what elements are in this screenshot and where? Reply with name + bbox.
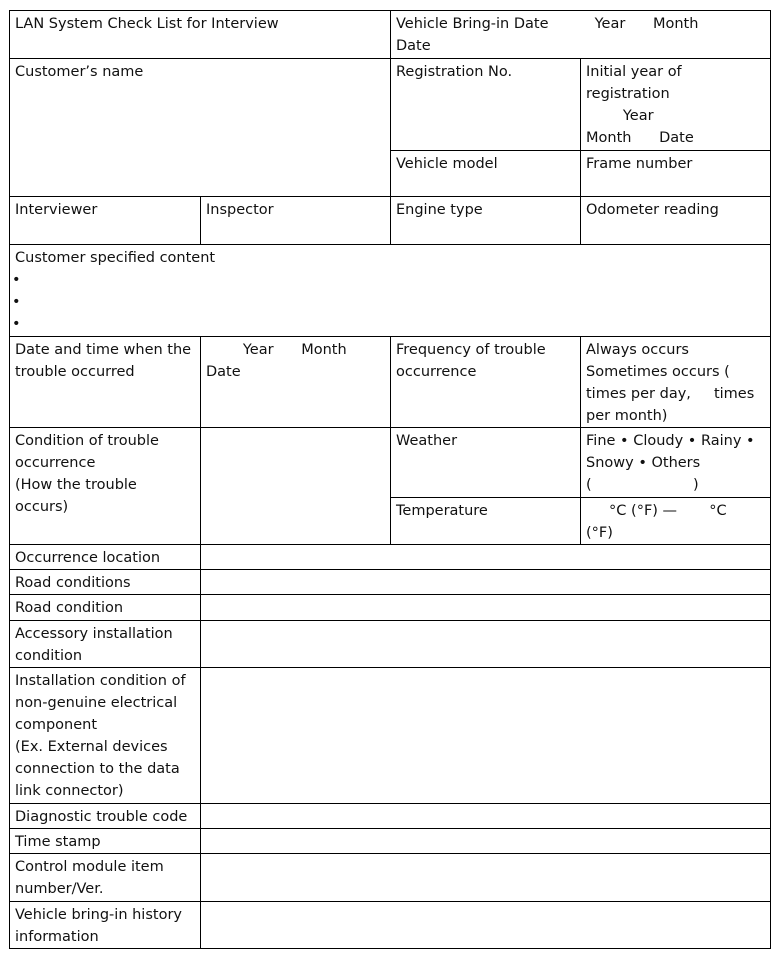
control-module-label [10, 854, 201, 902]
vehicle-model-cell[interactable] [391, 151, 581, 197]
interviewer-label: Interviewer [15, 202, 98, 218]
frequency-label-cell [391, 337, 581, 428]
weather-value: Fine • Cloudy • Rainy • Snowy • Others ( ) [586, 433, 755, 493]
customer-name-cell[interactable] [10, 59, 391, 197]
inspector-label: Inspector [206, 202, 274, 218]
form-title [10, 11, 391, 59]
datetime-label: Date and time when the trouble occurred [15, 342, 192, 380]
content-bullet-1 [15, 269, 766, 291]
frame-number-cell[interactable] [581, 151, 771, 197]
dtc-label [10, 804, 201, 829]
customer-name-label: Customer’s name [15, 64, 144, 80]
bring-in-history-field[interactable] [201, 902, 771, 948]
accessory-label [10, 621, 201, 668]
control-module-field[interactable] [201, 854, 771, 902]
odometer-cell[interactable] [581, 197, 771, 245]
bring-in-history-text: Vehicle bring-in history information [15, 907, 182, 945]
datetime-value-cell[interactable] [201, 337, 391, 428]
customer-content-cell[interactable] [10, 245, 771, 337]
time-stamp-field[interactable] [201, 829, 771, 854]
road-condition-label [10, 595, 201, 621]
accessory-field[interactable] [201, 621, 771, 668]
initial-year-label: Initial year of registration Year Month Date [586, 64, 694, 146]
frequency-value-cell[interactable] [581, 337, 771, 428]
vehicle-model-label: Vehicle model [396, 156, 498, 172]
content-bullet-3 [15, 313, 766, 335]
dtc-text: Diagnostic trouble code [15, 809, 188, 825]
datetime-value: Year Month Date [206, 342, 347, 380]
road-conditions-field[interactable] [201, 570, 771, 595]
engine-type-label: Engine type [396, 202, 483, 218]
form-title-text: LAN System Check List for Interview [15, 16, 279, 32]
bring-in-history-label [10, 902, 201, 948]
control-module-text: Control module item number/Ver. [15, 859, 164, 897]
road-conditions-text: Road conditions [15, 575, 131, 591]
occurrence-location-text: Occurrence location [15, 550, 161, 566]
road-conditions-label [10, 570, 201, 595]
occurrence-location-label [10, 545, 201, 570]
accessory-text: Accessory installation condition [15, 626, 173, 664]
condition-label: Condition of trouble occurrence (How the trouble occurs) [15, 433, 159, 515]
interviewer-cell[interactable] [10, 197, 201, 245]
check-list-form [9, 10, 771, 949]
bring-in-date-label: Vehicle Bring-in Date Year Month Date [396, 16, 699, 54]
initial-year-cell[interactable] [581, 59, 771, 151]
inspector-cell[interactable] [201, 197, 391, 245]
datetime-label-cell [10, 337, 201, 428]
frame-number-label: Frame number [586, 156, 693, 172]
temperature-label: Temperature [396, 503, 488, 519]
odometer-label: Odometer reading [586, 202, 719, 218]
engine-type-cell[interactable] [391, 197, 581, 245]
road-condition-text: Road condition [15, 600, 124, 616]
condition-value-cell[interactable] [201, 428, 391, 545]
content-bullet-2 [15, 291, 766, 313]
weather-label-cell [391, 428, 581, 498]
dtc-field[interactable] [201, 804, 771, 829]
non-genuine-field[interactable] [201, 668, 771, 804]
frequency-value: Always occurs Sometimes occurs ( times per day, times per month) [586, 342, 755, 424]
temperature-value: °C (°F) — °C (°F) [586, 503, 727, 541]
frequency-label: Frequency of trouble occurrence [396, 342, 546, 380]
registration-no-label: Registration No. [396, 64, 513, 80]
occurrence-location-field[interactable] [201, 545, 771, 570]
temperature-value-cell[interactable] [581, 498, 771, 545]
customer-content-label: Customer specified content [15, 250, 216, 266]
time-stamp-text: Time stamp [15, 834, 101, 850]
bring-in-date-cell[interactable] [391, 11, 771, 59]
weather-value-cell[interactable] [581, 428, 771, 498]
road-condition-field[interactable] [201, 595, 771, 621]
weather-label: Weather [396, 433, 458, 449]
condition-label-cell [10, 428, 201, 545]
time-stamp-label [10, 829, 201, 854]
temperature-label-cell [391, 498, 581, 545]
non-genuine-text: Installation condition of non-genuine electrical component (Ex. External devices connection to the data link connector) [15, 673, 186, 799]
non-genuine-label [10, 668, 201, 804]
registration-no-cell[interactable] [391, 59, 581, 151]
